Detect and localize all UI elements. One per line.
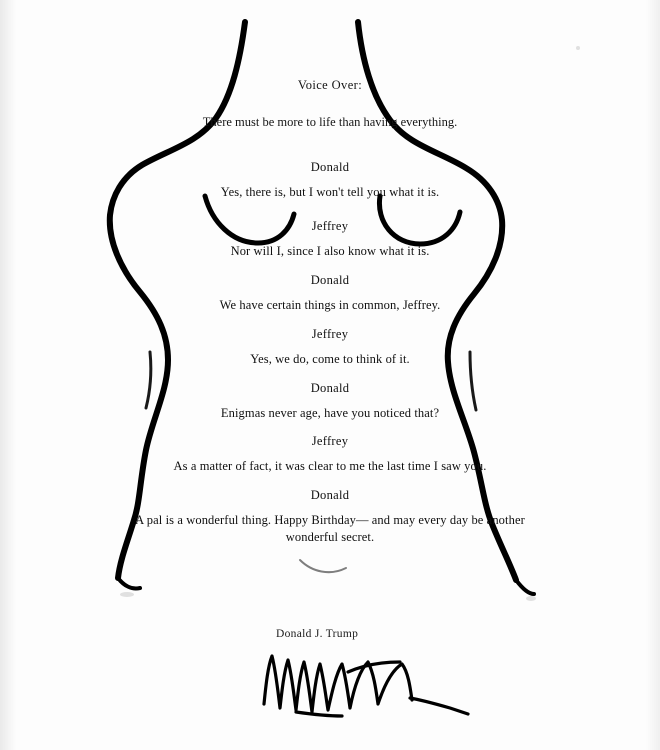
speaker-jeffrey-3: Jeffrey [311, 434, 349, 449]
handwritten-signature [250, 642, 480, 722]
line-jeffrey-3: As a matter of fact, it was clear to me the last time I saw you. [173, 459, 487, 474]
line-donald-1: Yes, there is, but I won't tell you what it is. [220, 185, 440, 199]
page-speck [576, 46, 580, 50]
page-speck [526, 596, 536, 601]
page-speck [120, 592, 134, 597]
speaker-jeffrey-1: Jeffrey [311, 218, 349, 233]
scrollbar-thumb[interactable] [653, 90, 658, 190]
line-jeffrey-1: Nor will I, since I also know what it is. [230, 243, 430, 258]
line-jeffrey-2: Yes, we do, come to think of it. [250, 351, 410, 366]
line-donald-3: Enigmas never age, have you noticed that? [220, 405, 440, 420]
line-donald-2: We have certain things in common, Jeffrey. [219, 297, 441, 312]
speaker-jeffrey-2: Jeffrey [311, 326, 349, 341]
signature-name: Donald J. Trump [276, 628, 359, 640]
voice-over-heading: Voice Over: [297, 78, 363, 92]
line-donald-4: A pal is a wonderful thing. Happy Birthday— and may every day be another wonderful secret. [135, 513, 525, 545]
voice-over-line: There must be more to life than having everything. [202, 115, 458, 129]
speaker-donald-3: Donald [310, 380, 350, 395]
speaker-donald-1: Donald [310, 160, 350, 174]
speaker-donald-2: Donald [310, 272, 350, 287]
speaker-donald-4: Donald [310, 488, 350, 503]
signature-block [250, 628, 510, 722]
letter-body [110, 78, 550, 546]
